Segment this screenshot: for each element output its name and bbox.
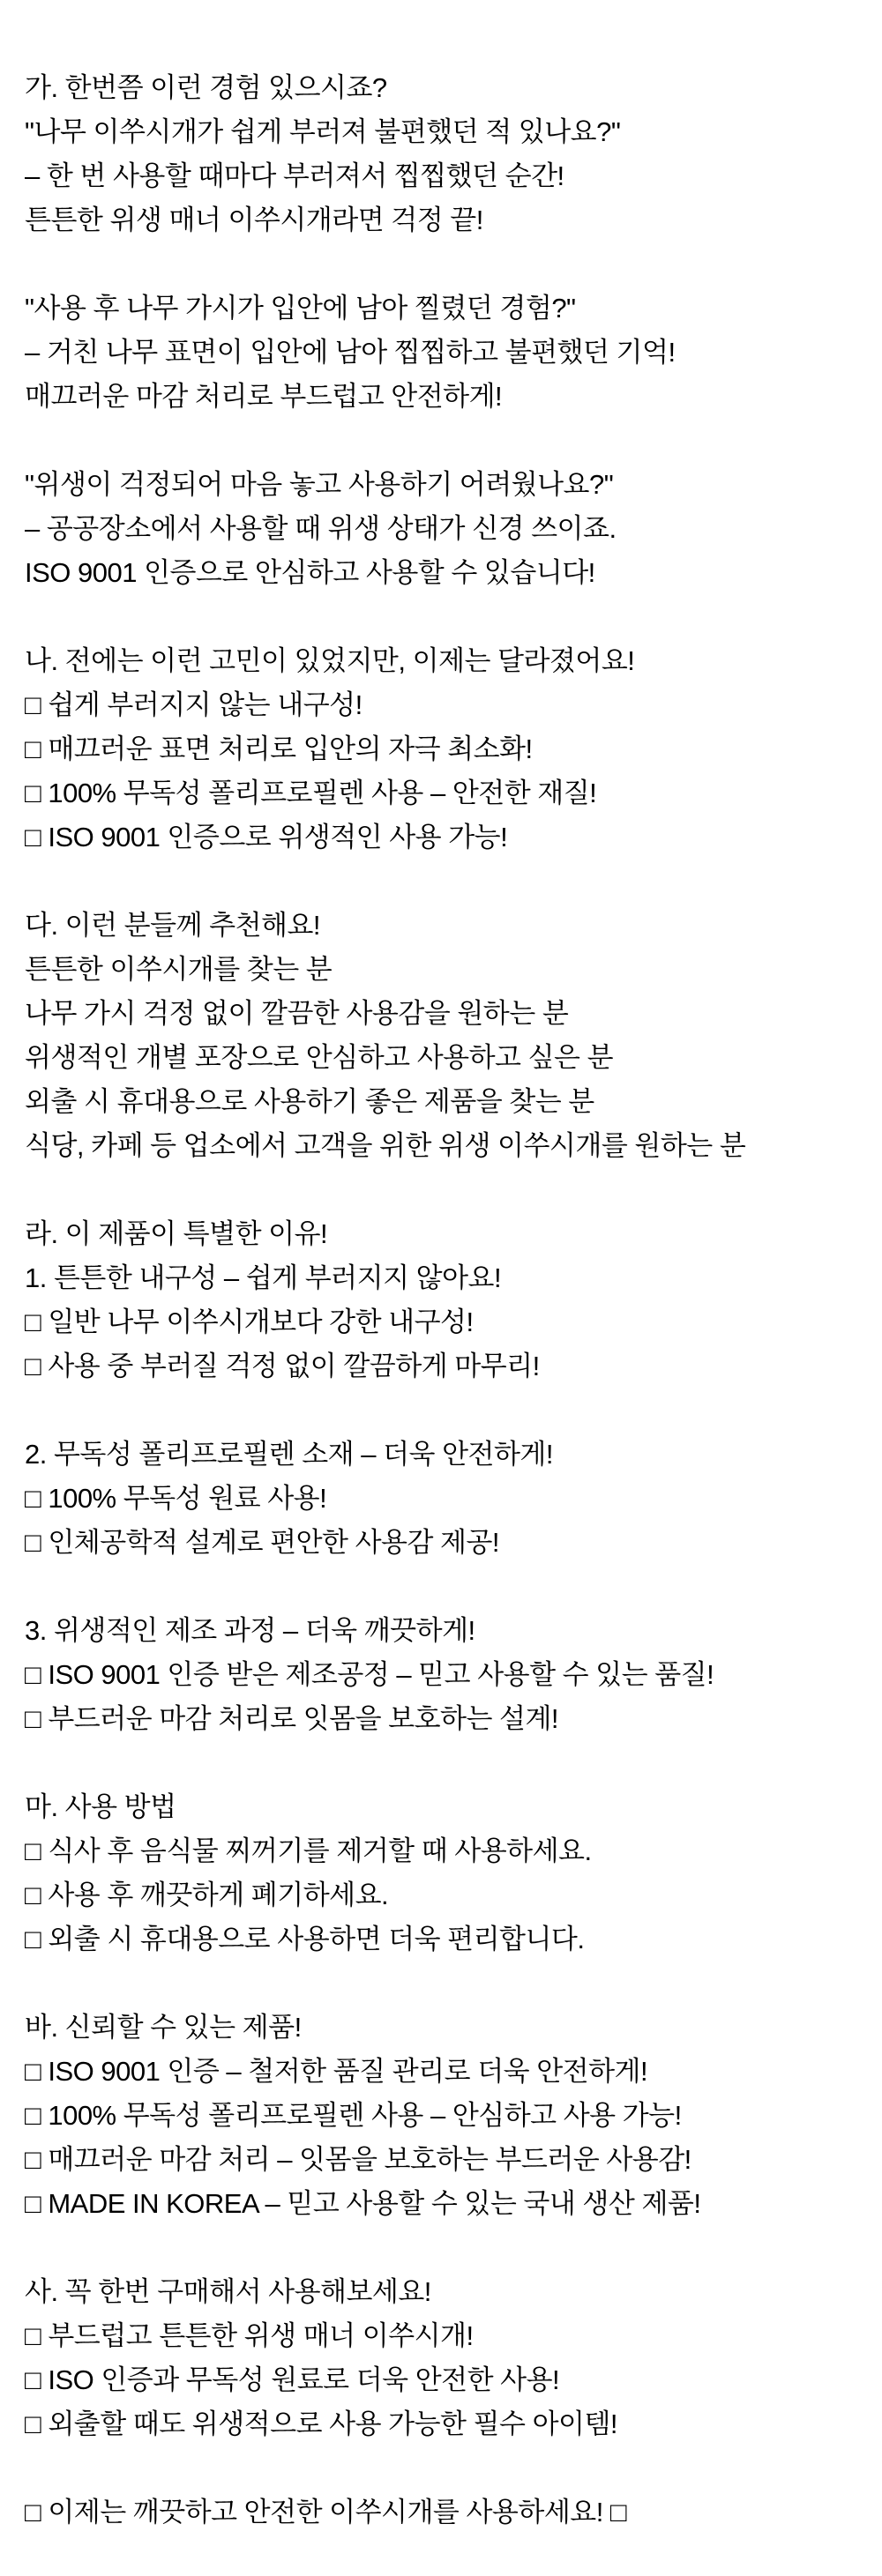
text-line: □ 외출할 때도 위생적으로 사용 가능한 필수 아이템! [25, 2408, 618, 2439]
paragraph-ba-trust [25, 2006, 857, 2226]
text-line: – 한 번 사용할 때마다 부러져서 찝찝했던 순간! [25, 160, 564, 191]
text-line: □ 매끄러운 마감 처리 – 잇몸을 보호하는 부드러운 사용감! [25, 2144, 691, 2175]
text-line: 3. 위생적인 제조 과정 – 더욱 깨끗하게! [25, 1615, 475, 1646]
text-line: □ 100% 무독성 원료 사용! [25, 1483, 327, 1514]
text-line: □ 쉽게 부러지지 않는 내구성! [25, 689, 363, 720]
text-line: □ 부드럽고 튼튼한 위생 매너 이쑤시개! [25, 2320, 474, 2351]
paragraph-da-recommend [25, 904, 857, 1168]
text-line: 튼튼한 위생 매너 이쑤시개라면 걱정 끝! [25, 205, 483, 235]
paragraph-ra-special-3-process [25, 1609, 857, 1741]
text-line: 바. 신뢰할 수 있는 제품! [25, 2012, 302, 2043]
text-line: 사. 꼭 한번 구매해서 사용해보세요! [25, 2276, 431, 2307]
text-line: □ ISO 9001 인증 받은 제조공정 – 믿고 사용할 수 있는 품질! [25, 1659, 714, 1690]
text-line: 1. 튼튼한 내구성 – 쉽게 부러지지 않아요! [25, 1262, 502, 1293]
text-line: 외출 시 휴대용으로 사용하기 좋은 제품을 찾는 분 [25, 1086, 594, 1117]
text-line: □ 사용 중 부러질 걱정 없이 깔끔하게 마무리! [25, 1351, 540, 1381]
text-line: 나. 전에는 이런 고민이 있었지만, 이제는 달라졌어요! [25, 645, 635, 676]
text-line: 튼튼한 이쑤시개를 찾는 분 [25, 954, 333, 985]
text-line: 가. 한번쯤 이런 경험 있으시죠? [25, 72, 387, 103]
text-line: 나무 가시 걱정 없이 깔끔한 사용감을 원하는 분 [25, 998, 569, 1029]
paragraph-sa-buy-now [25, 2270, 857, 2446]
text-line: – 공공장소에서 사용할 때 위생 상태가 신경 쓰이죠. [25, 513, 617, 544]
paragraph-ma-usage [25, 1785, 857, 1962]
paragraph-closing [25, 2490, 857, 2535]
text-line: "위생이 걱정되어 마음 놓고 사용하기 어려웠나요?" [25, 469, 614, 500]
paragraph-ra-special-1-durability [25, 1212, 857, 1389]
paragraph-ra-special-2-material [25, 1433, 857, 1565]
text-line: □ 인체공학적 설계로 편안한 사용감 제공! [25, 1527, 500, 1558]
text-line: "나무 이쑤시개가 쉽게 부러져 불편했던 적 있나요?" [25, 116, 621, 147]
text-line: 위생적인 개별 포장으로 안심하고 사용하고 싶은 분 [25, 1042, 614, 1073]
text-line: □ 매끄러운 표면 처리로 입안의 자극 최소화! [25, 733, 533, 764]
text-line: □ 외출 시 휴대용으로 사용하면 더욱 편리합니다. [25, 1924, 585, 1954]
text-line: ISO 9001 인증으로 안심하고 사용할 수 있습니다! [25, 557, 595, 588]
text-line: □ MADE IN KOREA – 믿고 사용할 수 있는 국내 생산 제품! [25, 2188, 701, 2219]
text-line: 다. 이런 분들께 추천해요! [25, 910, 321, 941]
text-line: □ ISO 인증과 무독성 원료로 더욱 안전한 사용! [25, 2364, 560, 2395]
text-line: □ 100% 무독성 폴리프로필렌 사용 – 안심하고 사용 가능! [25, 2100, 682, 2131]
text-line: 매끄러운 마감 처리로 부드럽고 안전하게! [25, 381, 503, 412]
paragraph-na-changes [25, 639, 857, 860]
text-line: □ 이제는 깨끗하고 안전한 이쑤시개를 사용하세요! □ [25, 2497, 627, 2528]
text-line: 식당, 카페 등 업소에서 고객을 위한 위생 이쑤시개를 원하는 분 [25, 1130, 746, 1161]
text-line: □ ISO 9001 인증 – 철저한 품질 관리로 더욱 안전하게! [25, 2056, 648, 2087]
text-line: □ ISO 9001 인증으로 위생적인 사용 가능! [25, 822, 508, 852]
paragraph-ga-splinter [25, 287, 857, 419]
text-line: 마. 사용 방법 [25, 1791, 176, 1822]
text-line: □ 100% 무독성 폴리프로필렌 사용 – 안전한 재질! [25, 778, 597, 808]
text-line: □ 사용 후 깨끗하게 폐기하세요. [25, 1880, 389, 1910]
paragraph-ga-hygiene [25, 463, 857, 595]
text-line: □ 부드러운 마감 처리로 잇몸을 보호하는 설계! [25, 1703, 559, 1734]
text-line: □ 일반 나무 이쑤시개보다 강한 내구성! [25, 1307, 474, 1337]
text-line: 라. 이 제품이 특별한 이유! [25, 1218, 328, 1249]
text-line: □ 식사 후 음식물 찌꺼기를 제거할 때 사용하세요. [25, 1835, 592, 1866]
paragraph-ga-intro-breakage [25, 66, 857, 242]
text-line: 2. 무독성 폴리프로필렌 소재 – 더욱 안전하게! [25, 1439, 553, 1470]
text-line: – 거친 나무 표면이 입안에 남아 찝찝하고 불편했던 기억! [25, 337, 676, 368]
text-line: "사용 후 나무 가시가 입안에 남아 찔렸던 경험?" [25, 293, 576, 324]
